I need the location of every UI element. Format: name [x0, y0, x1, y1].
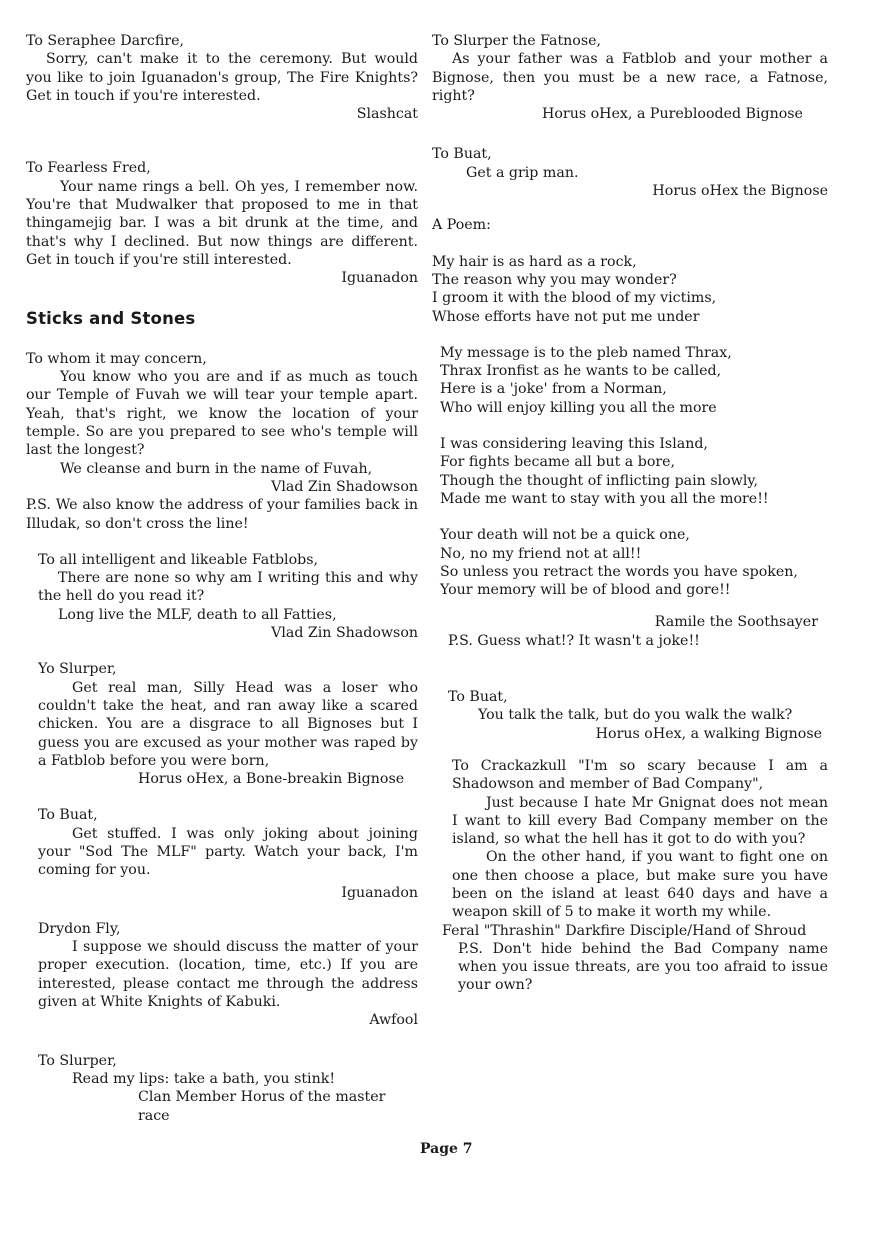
letter-signature: Iguanadon — [341, 884, 418, 901]
letter-whom-it-may-concern — [26, 350, 418, 533]
letter-salutation: To Fearless Fred, — [26, 160, 151, 177]
poem-line: Your death will not be a quick one, — [440, 527, 690, 544]
letter-body: You talk the talk, but do you walk the walk? — [478, 707, 793, 724]
letter-fearless-fred — [26, 159, 418, 287]
letter-closing: Long live the MLF, death to all Fatties, — [58, 606, 337, 623]
letter-salutation: Drydon Fly, — [38, 920, 121, 937]
letter-body: Sorry, can't make it to the ceremony. But would you like to join Iguanadon's group, The Fire Knights? Get in touch if you're interested. — [26, 51, 418, 104]
letter-salutation: To Buat, — [432, 146, 492, 163]
right-column — [432, 32, 828, 995]
letter-signature: Horus oHex, a walking Bignose — [595, 725, 822, 742]
letter-slurper-fatnose — [432, 32, 828, 123]
poem-ps: P.S. Guess what!? It wasn't a joke!! — [448, 632, 700, 649]
poem-line: The reason why you may wonder? — [432, 271, 677, 288]
letter-fatblobs — [26, 551, 418, 642]
letter-signature: Iguanadon — [341, 270, 418, 287]
letter-slurper-bath — [26, 1052, 418, 1125]
letter-crackazkull — [432, 757, 828, 922]
poem-line: For fights became all but a bore, — [440, 454, 676, 471]
poem-line: No, no my friend not at all!! — [440, 545, 642, 562]
poem-line: So unless you retract the words you have spoken, — [440, 563, 798, 580]
poem-line: Though the thought of inflicting pain slowly, — [440, 472, 758, 489]
letter-signature: Horus oHex, a Bone-breakin Bignose — [138, 771, 405, 788]
letter-crackazkull-sign — [432, 922, 828, 995]
poem-line: I groom it with the blood of my victims, — [432, 290, 717, 307]
letter-body: I suppose we should discuss the matter of your proper execution. (location, time, etc.) If you are interested, please contact me through the address given at White Knights of Kabuki. — [38, 939, 418, 1011]
letter-body: Your name rings a bell. Oh yes, I remember now. You're that Mudwalker that proposed to me in that thingamejig bar. I was a bit drunk at the time, and that's why I declined. But now things are different. Get in touch if you're still interested. — [26, 178, 418, 268]
poem-stanza — [432, 253, 828, 326]
section-heading: Sticks and Stones — [26, 308, 196, 328]
poem-line: My message is to the pleb named Thrax, — [440, 344, 732, 361]
letter-signature: Feral "Thrashin" Darkfire Disciple/Hand of Shroud — [442, 922, 807, 939]
left-column — [26, 32, 418, 1125]
letter-signature: Clan Member Horus of the master race — [138, 1089, 386, 1124]
poem — [432, 216, 828, 650]
poem-line: Who will enjoy killing you all the more — [440, 399, 717, 416]
poem-line: I was considering leaving this Island, — [440, 436, 708, 453]
poem-stanza — [432, 526, 828, 599]
letter-signature: Vlad Zin Shadowson — [271, 625, 418, 642]
letter-drydon-fly — [26, 920, 418, 1030]
letter-body: On the other hand, if you want to fight one on one then choose a place, but make sure you have been on the island at least 640 days and have a weapon skill of 5 to make it worth my while. — [452, 849, 828, 921]
letter-salutation: To Seraphee Darcfire, — [26, 33, 185, 49]
letter-signature: Awfool — [369, 1012, 418, 1029]
letter-body: Get real man, Silly Head was a loser who couldn't take the heat, and ran away like a scared chicken. You are a disgrace to all Bignoses but I guess you are excused as your mother was raped by a Fatblob before you were born, — [38, 679, 418, 769]
letter-body: As your father was a Fatblob and your mother a Bignose, then you must be a new race, a Fatnose, right? — [432, 51, 828, 104]
letter-salutation: To whom it may concern, — [26, 350, 207, 367]
letter-body: Just because I hate Mr Gnignat does not mean I want to kill every Bad Company member on the island, so what the hell has it got to do with you? — [452, 794, 828, 848]
letter-salutation: To all intelligent and likeable Fatblobs, — [38, 551, 318, 568]
letter-body: Get stuffed. I was only joking about joining your "Sod The MLF" party. Watch your back, I'm coming for you. — [38, 825, 418, 879]
poem-line: Your memory will be of blood and gore!! — [440, 582, 731, 599]
letter-buat-1 — [26, 806, 418, 901]
letter-salutation: Yo Slurper, — [38, 661, 117, 678]
letter-closing: We cleanse and burn in the name of Fuvah, — [60, 460, 373, 477]
page-number: Page 7 — [420, 1141, 473, 1157]
letter-buat-2 — [432, 145, 828, 200]
letter-signature: Horus oHex, a Pureblooded Bignose — [542, 106, 803, 123]
letter-salutation: To Slurper, — [38, 1052, 117, 1069]
letter-signature: Horus oHex the Bignose — [652, 183, 828, 200]
poem-line: Here is a 'joke' from a Norman, — [440, 381, 667, 398]
letter-seraphee — [26, 32, 418, 123]
letter-ps: P.S. Don't hide behind the Bad Company name when you issue threats, are you too afraid to issue your own? — [458, 940, 828, 994]
letter-signature: Vlad Zin Shadowson — [271, 478, 418, 495]
letter-salutation: To Buat, — [448, 689, 508, 706]
poem-line: Made me want to stay with you all the more!! — [440, 490, 769, 507]
letter-salutation: To Buat, — [38, 807, 98, 824]
letter-yo-slurper — [26, 660, 418, 788]
poem-signature: Ramile the Soothsayer — [654, 614, 818, 631]
letter-body: Read my lips: take a bath, you stink! — [72, 1070, 336, 1087]
letter-body: There are none so why am I writing this and why the hell do you read it? — [38, 570, 418, 605]
letter-buat-3 — [432, 688, 828, 743]
poem-line: My hair is as hard as a rock, — [432, 253, 637, 270]
letter-ps: P.S. We also know the address of your families back in Illudak, so don't cross the line! — [26, 497, 418, 532]
poem-title: A Poem: — [432, 217, 491, 234]
letter-body: You know who you are and if as much as touch our Temple of Fuvah we will tear your temple apart. Yeah, that's right, we know the location of your temple. So are you prepared to see who's temple will last the longest? — [26, 369, 418, 459]
letter-salutation: To Crackazkull "I'm so scary because I am a Shadowson and member of Bad Company", — [452, 757, 828, 793]
poem-stanza — [432, 344, 828, 417]
letter-body: Get a grip man. — [466, 164, 579, 181]
poem-line: Thrax Ironfist as he wants to be called, — [440, 363, 722, 380]
poem-line: Whose efforts have not put me under — [432, 308, 700, 325]
letter-salutation: To Slurper the Fatnose, — [432, 33, 602, 49]
letter-signature: Slashcat — [356, 106, 418, 123]
poem-stanza — [432, 435, 828, 508]
